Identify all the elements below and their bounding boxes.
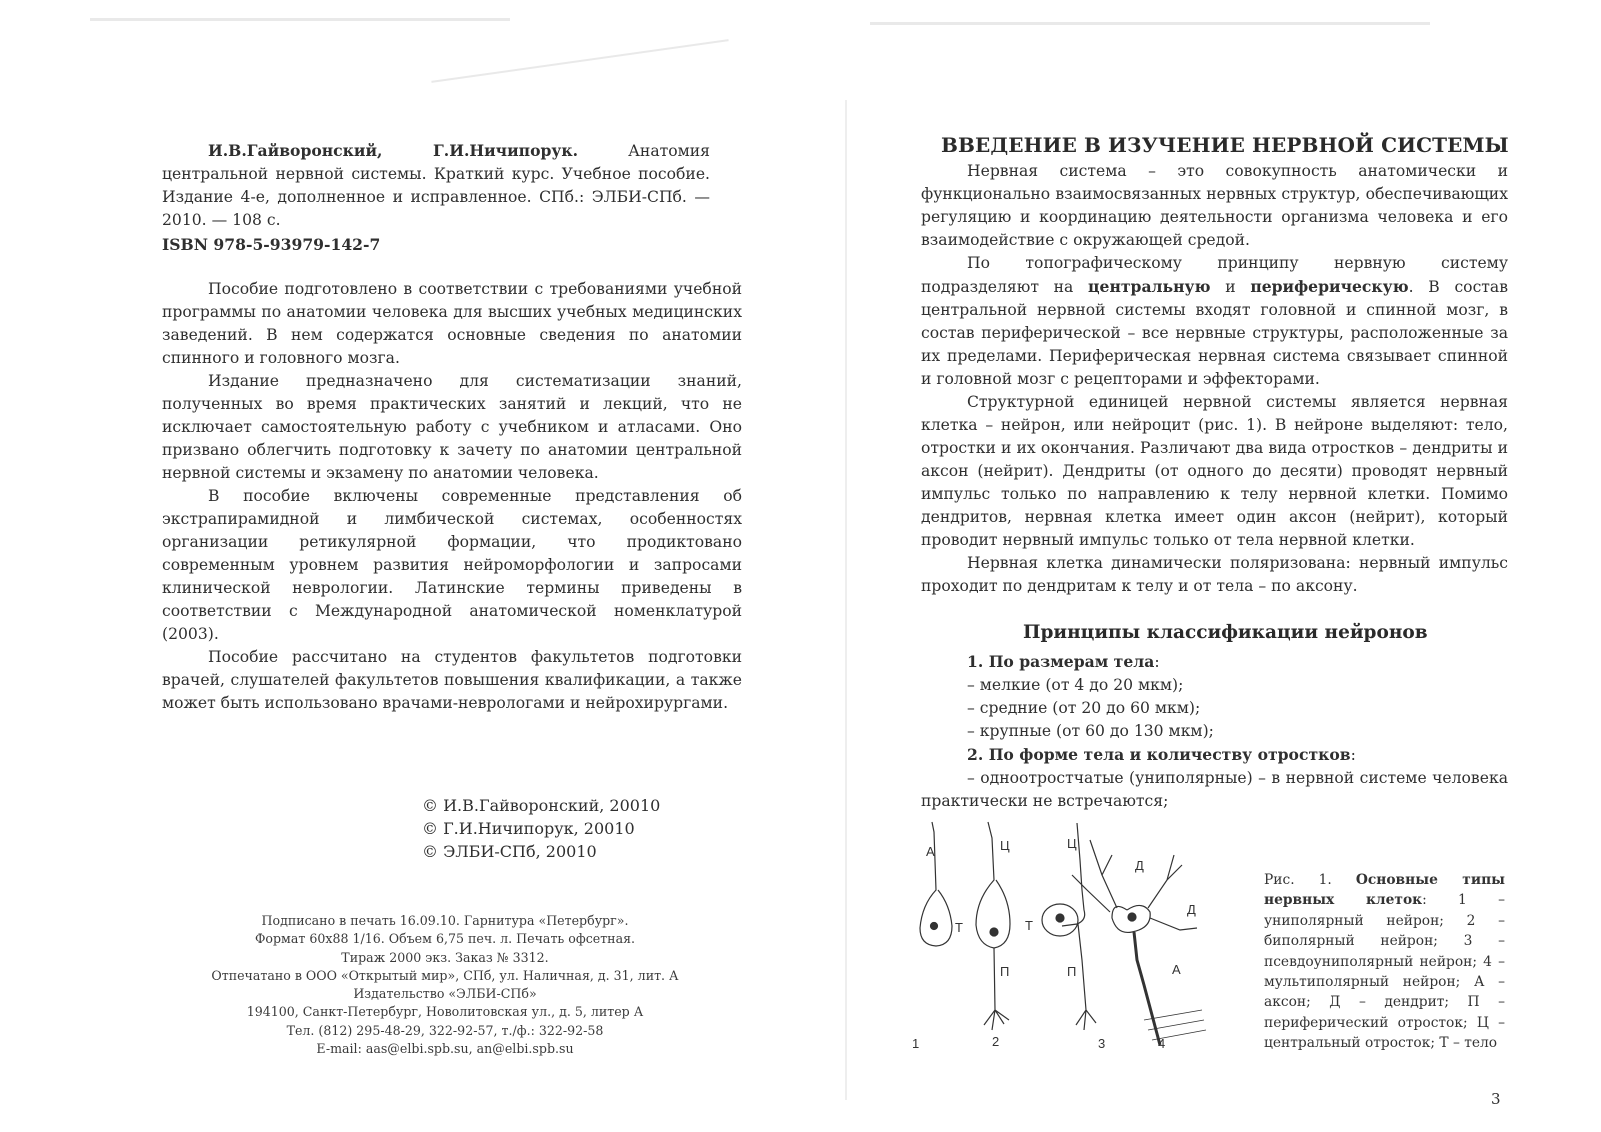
biblio-description: Анатомия центральной нервной системы. Краткий курс. Учебное пособие. Издание 4-е, дополненное и исправленное. СПб.: ЭЛБИ-СПб. — 2010. — 108 с. <box>162 142 710 229</box>
intro-paragraph: Нервная клетка динамически поляризована: нервный импульс проходит по дендритам к телу и от тела – по аксону. <box>921 554 1508 595</box>
imprint-block <box>205 912 685 1058</box>
page-number: 3 <box>1491 1090 1501 1108</box>
bipolar-neuron-drawing <box>976 822 1010 1030</box>
subheading-text: 2. По форме тела и количеству отростков <box>967 745 1351 764</box>
list-item: – средние (от 20 до 60 мкм); <box>967 699 1201 717</box>
list-item: – одноотростчатые (униполярные) – в нервной системе человека практически не встречаются; <box>921 769 1508 810</box>
intro-paragraph: Нервная система – это совокупность анатомически и функционально взаимосвязанных нервных структур, обеспечивающих регуляцию и координацию деятельности организма человека и его взаимодействие с окружающей средой. <box>921 162 1508 249</box>
annotation-paragraph: Пособие рассчитано на студентов факультетов подготовки врачей, слушателей факультетов повышения квалификации, а также может быть использовано врачами-неврологами и нейрохирургами. <box>162 648 742 712</box>
imprint-line: Отпечатано в ООО «Открытый мир», СПб, ул. Наличная, д. 31, лит. А <box>211 967 679 983</box>
text-run: . В состав центральной нервной системы входят головной и спинной мозг, в состав периферической – все нервные структуры, расположенные за их пределами. Периферическая нервная система связывает спинной и головной мозг с рецепторами и эффекторами. <box>921 278 1509 388</box>
figure-label-peripheral: П <box>1067 964 1077 979</box>
figure-label-dendrite: Д <box>1135 858 1144 873</box>
figure-number: 4 <box>1158 1036 1166 1051</box>
imprint-line: Издательство «ЭЛБИ-СПб» <box>353 986 537 1002</box>
caption-body: 1 – униполярный нейрон; 2 – биполярный нейрон; 3 – псевдоуниполярный нейрон; 4 – мультиполярный нейрон; А – аксон; Д – дендрит; П – периферический отросток; Ц – центральный отросток; Т – тело <box>1264 892 1505 1052</box>
left-page <box>0 0 800 1132</box>
figure-label-axon: А <box>1172 962 1181 977</box>
term-central: центральную <box>1088 277 1211 296</box>
classification-subheading <box>921 650 1508 674</box>
bibliographic-record <box>162 139 710 232</box>
figure-label-dendrite: Д <box>1187 902 1196 917</box>
imprint-line: Тел. (812) 295-48-29, 322-92-57, т./ф.: 322-92-58 <box>286 1022 604 1038</box>
intro-paragraph: Структурной единицей нервной системы является нервная клетка – нейрон, или нейроцит (рис. 1). В нейроне выделяют: тело, отростки и их окончания. Различают два вида отростков – дендриты и аксон (нейрит). Дендриты (от одного до десяти) проводят нервный импульс только по направлению к телу нервной клетки. Помимо дендритов, нервная клетка имеет один аксон (нейрит), который проводит нервный импульс только от тела нервной клетки. <box>921 393 1508 549</box>
copyright-line: © И.В.Гайворонский, 20010 <box>422 796 661 815</box>
text-run: и <box>1210 278 1251 296</box>
figure-label-peripheral: П <box>1000 964 1010 979</box>
copyright-line: © Г.И.Ничипорук, 20010 <box>422 819 635 838</box>
classification-subheading <box>921 743 1508 767</box>
figure-label-central: Ц <box>1000 838 1010 853</box>
list-item: – крупные (от 60 до 130 мкм); <box>967 722 1214 740</box>
figure-label-body: Т <box>1025 918 1033 933</box>
imprint-line: Подписано в печать 16.09.10. Гарнитура «Петербург». <box>261 913 629 928</box>
figure-label-body: Т <box>955 920 963 935</box>
figure-label-axon: А <box>926 844 935 859</box>
intro-body <box>921 160 1508 598</box>
caption-colon: : <box>1422 892 1427 909</box>
text-run: По топографическому принципу нервную систему подразделяют на <box>921 254 1508 296</box>
list-item: – мелкие (от 4 до 20 мкм); <box>967 676 1184 694</box>
copyright-block <box>422 794 660 863</box>
subheading-colon: : <box>1350 746 1356 764</box>
figure-number: 2 <box>992 1034 1000 1049</box>
copyright-line: © ЭЛБИ-СПб, 20010 <box>422 842 597 861</box>
classification-list <box>921 650 1508 813</box>
figure-label-central: Ц <box>1067 836 1077 851</box>
figure-number: 3 <box>1098 1036 1106 1051</box>
imprint-line: E-mail: aas@elbi.spb.su, an@elbi.spb.su <box>316 1041 574 1057</box>
section-heading: Принципы классификации нейронов <box>1023 622 1428 643</box>
annotation-paragraph: В пособие включены современные представления об экстрапирамидной и лимбической системах, особенностях организации ретикулярной формации, что продиктовано современным уровнем развития нейроморфологии и запросами клинической неврологии. Латинские термины приведены в соответствии с Международной анатомической номенклатурой (2003). <box>162 487 742 643</box>
caption-prefix: Рис. 1. <box>1264 872 1356 888</box>
annotation <box>162 278 742 715</box>
figure-caption <box>1264 870 1505 1054</box>
imprint-line: Тираж 2000 экз. Заказ № 3312. <box>341 949 549 965</box>
neuron-types-figure <box>912 820 1212 1076</box>
pseudounipolar-neuron-drawing <box>1042 823 1096 1030</box>
subheading-text: 1. По размерам тела <box>967 652 1155 671</box>
isbn: ISBN 978-5-93979-142-7 <box>162 235 381 254</box>
unipolar-neuron-drawing <box>920 822 952 946</box>
annotation-paragraph: Издание предназначено для систематизации знаний, полученных во время практических занятий и лекций, что не исключает самостоятельную работу с учебником и атласами. Оно призвано облегчить подготовку к зачету по анатомии центральной нервной системы и экзамену по анатомии человека. <box>162 372 742 482</box>
annotation-paragraph: Пособие подготовлено в соответствии с требованиями учебной программы по анатомии человека для высших учебных медицинских заведений. В нем содержатся основные сведения по анатомии спинного и головного мозга. <box>162 280 742 367</box>
figure-number: 1 <box>912 1036 920 1051</box>
imprint-line: 194100, Санкт-Петербург, Новолитовская ул., д. 5, литер А <box>246 1004 644 1020</box>
biblio-authors: И.В.Гайворонский, Г.И.Ничипорук. <box>208 141 579 160</box>
imprint-line: Формат 60х88 1/16. Объем 6,75 печ. л. Печать офсетная. <box>254 931 636 947</box>
term-peripheral: периферическую <box>1250 277 1409 296</box>
caption-title: Основные типы нервных клеток <box>1264 872 1506 909</box>
intro-paragraph <box>921 252 1508 391</box>
subheading-colon: : <box>1154 653 1160 671</box>
chapter-heading: ВВЕДЕНИЕ В ИЗУЧЕНИЕ НЕРВНОЙ СИСТЕМЫ <box>941 133 1509 157</box>
